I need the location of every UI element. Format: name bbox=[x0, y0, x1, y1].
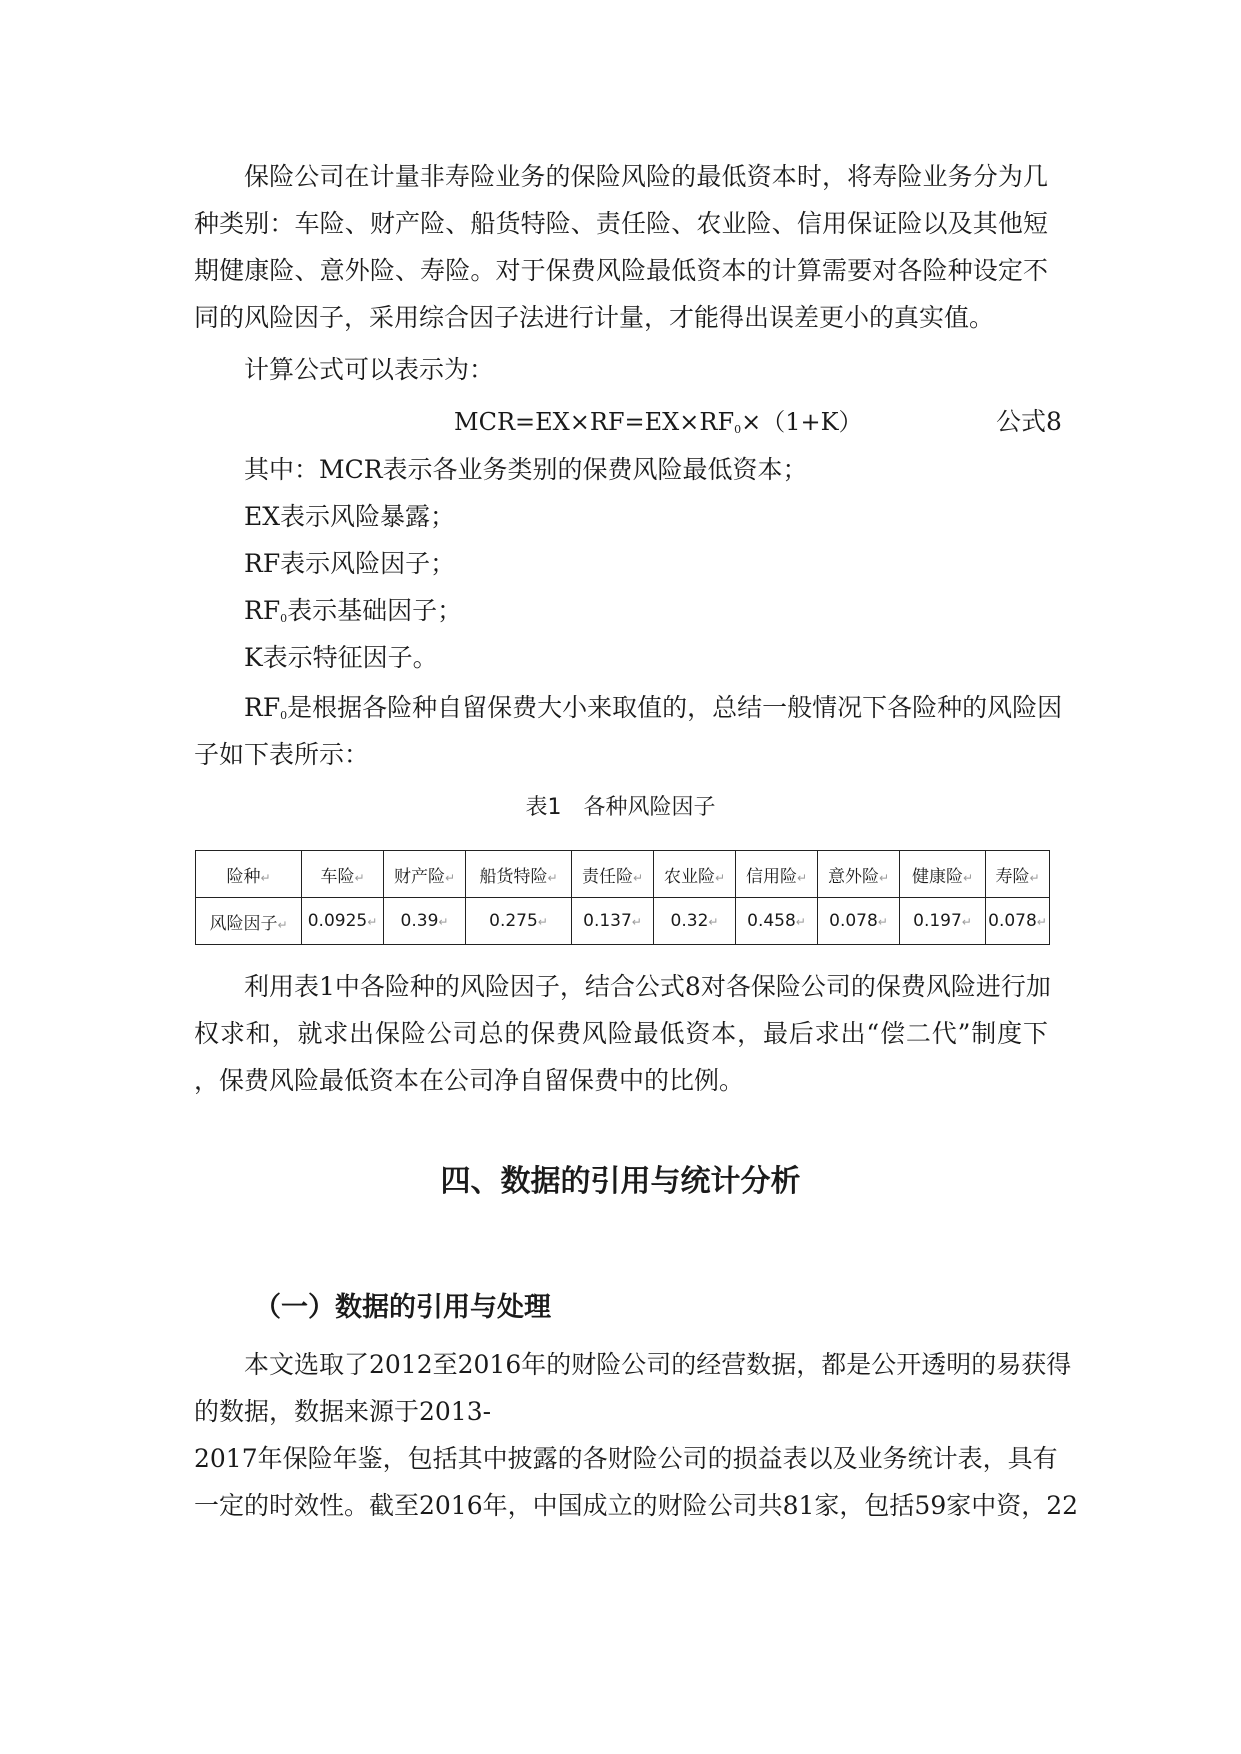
paragraph-line: 计算公式可以表示为： bbox=[244, 355, 495, 384]
table-cell: 0.275↵ bbox=[466, 898, 572, 945]
table-cell: 0.078↵ bbox=[986, 898, 1050, 945]
formula-number: 公式8 bbox=[996, 407, 1062, 436]
paragraph-line: 本文选取了2012至2016年的财险公司的经营数据，都是公开透明的易获得 bbox=[244, 1350, 1072, 1379]
paragraph-line: 期健康险、意外险、寿险。对于保费风险最低资本的计算需要对各险种设定不 bbox=[194, 256, 1048, 285]
table-cell: 0.197↵ bbox=[900, 898, 986, 945]
table-cell: 0.39↵ bbox=[384, 898, 466, 945]
section-heading: 四、数据的引用与统计分析 bbox=[440, 1164, 801, 1199]
table-cell: 0.0925↵ bbox=[302, 898, 384, 945]
table-header-cell: 船货特险↵ bbox=[466, 851, 572, 898]
table-cell: 风险因子↵ bbox=[196, 898, 302, 945]
table-header-cell: 寿险↵ bbox=[986, 851, 1050, 898]
definition-k: K表示特征因子。 bbox=[244, 643, 438, 672]
paragraph-line: 子如下表所示： bbox=[194, 740, 370, 769]
risk-factor-table bbox=[195, 850, 1050, 945]
definition-rf0: $RF_0$表示基础因子； bbox=[244, 596, 463, 625]
table-caption: 表1 各种风险因子 bbox=[525, 795, 716, 820]
table-header-cell: 农业险↵ bbox=[654, 851, 736, 898]
paragraph-line: $RF_0$是根据各险种自留保费大小来取值的，总结一般情况下各险种的风险因 bbox=[244, 693, 1063, 722]
table-header-cell: 意外险↵ bbox=[818, 851, 900, 898]
table-cell: 0.32↵ bbox=[654, 898, 736, 945]
table-row bbox=[196, 898, 1050, 945]
definition-mcr: 其中：MCR表示各业务类别的保费风险最低资本； bbox=[244, 455, 808, 484]
table-header-cell: 险种↵ bbox=[196, 851, 302, 898]
paragraph-line: 利用表1中各险种的风险因子，结合公式8对各保险公司的保费风险进行加 bbox=[244, 972, 1051, 1001]
table-header-row bbox=[196, 851, 1050, 898]
definition-rf: RF表示风险因子； bbox=[244, 549, 456, 578]
table-cell: 0.137↵ bbox=[572, 898, 654, 945]
table-header-cell: 财产险↵ bbox=[384, 851, 466, 898]
paragraph-line: ，保费风险最低资本在公司净自留保费中的比例。 bbox=[194, 1066, 745, 1095]
definition-ex: EX表示风险暴露； bbox=[244, 502, 456, 531]
table-header-cell: 信用险↵ bbox=[736, 851, 818, 898]
table-cell: 0.078↵ bbox=[818, 898, 900, 945]
paragraph-line: 2017年保险年鉴，包括其中披露的各财险公司的损益表以及业务统计表，具有 bbox=[194, 1444, 1058, 1473]
paragraph-line: 保险公司在计量非寿险业务的保险风险的最低资本时，将寿险业务分为几 bbox=[244, 162, 1048, 191]
table-cell: 0.458↵ bbox=[736, 898, 818, 945]
table-header-cell: 车险↵ bbox=[302, 851, 384, 898]
paragraph-line: 种类别：车险、财产险、船货特险、责任险、农业险、信用保证险以及其他短 bbox=[194, 209, 1048, 238]
paragraph-line: 权求和，就求出保险公司总的保费风险最低资本，最后求出“偿二代”制度下 bbox=[194, 1019, 1048, 1048]
paragraph-line: 的数据，数据来源于2013- bbox=[194, 1397, 492, 1426]
subsection-heading: （一）数据的引用与处理 bbox=[254, 1292, 551, 1323]
paragraph-line: 同的风险因子，采用综合因子法进行计量，才能得出误差更小的真实值。 bbox=[194, 303, 995, 332]
table-header-cell: 责任险↵ bbox=[572, 851, 654, 898]
formula: $MCR=EX\times RF=EX\times RF_0\times(1+K)$ bbox=[454, 408, 863, 436]
paragraph-line: 一定的时效性。截至2016年，中国成立的财险公司共81家，包括59家中资，22 bbox=[194, 1491, 1079, 1520]
table-header-cell: 健康险↵ bbox=[900, 851, 986, 898]
